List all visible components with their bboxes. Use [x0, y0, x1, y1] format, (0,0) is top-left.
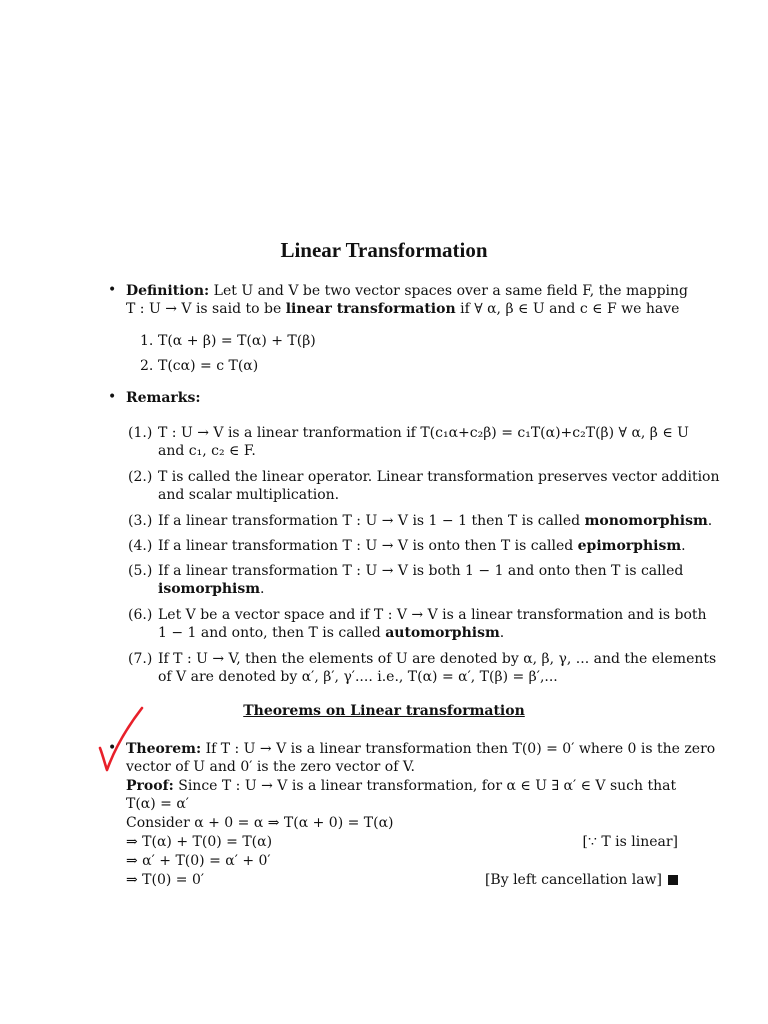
theorem-line-2: vector of U and 0′ is the zero vector of V.	[126, 759, 415, 775]
remark-2-number: (2.)	[128, 469, 153, 485]
definition-line-2	[126, 300, 679, 318]
remark-3	[158, 512, 712, 530]
theorem-text-1: If T : U → V is a linear transformation then T(0) = 0′ where 0 is the zero	[205, 741, 716, 757]
definition-item-1: T(α + β) = T(α) + T(β)	[158, 333, 316, 349]
remark-4-period: .	[681, 538, 686, 554]
proof-line-2: T(α) = α′	[126, 796, 189, 812]
remark-6-period: .	[499, 625, 505, 641]
proof-line-3: Consider α + 0 = α ⇒ T(α + 0) = T(α)	[126, 815, 394, 831]
remark-4-number: (4.)	[128, 538, 153, 554]
proof-line-1	[126, 777, 676, 795]
theorem-label: Theorem:	[126, 741, 202, 757]
definition-item-1-number: 1.	[140, 333, 154, 349]
definition-line-1	[126, 282, 688, 300]
remark-1-line-1: T : U → V is a linear tranformation if T(c₁α+c₂β) = c₁T(α)+c₂T(β) ∀ α, β ∈ U	[158, 425, 689, 441]
remark-3-period: .	[707, 513, 713, 529]
remark-5-line-1: If a linear transformation T : U → V is both 1 − 1 and onto then T is called	[158, 563, 684, 579]
proof-line-4: ⇒ T(α) + T(0) = T(α)	[126, 834, 273, 850]
definition-label: Definition:	[126, 283, 210, 299]
definition-item-2-number: 2.	[140, 358, 154, 374]
remark-3-number: (3.)	[128, 513, 153, 529]
proof-line-6: ⇒ T(0) = 0′	[126, 872, 205, 888]
remarks-label: Remarks:	[126, 390, 201, 406]
proof-reason-text: [By left cancellation law]	[484, 872, 662, 888]
definition-term: linear transformation	[285, 301, 456, 317]
remark-5-term: isomorphism	[158, 581, 261, 597]
remark-3-term: monomorphism	[584, 513, 708, 529]
bullet: •	[108, 389, 117, 405]
definition-text-1: Let U and V be two vector spaces over a same field F, the mapping	[213, 283, 689, 299]
definition-text-2a: T : U → V is said to be	[126, 301, 282, 317]
remark-6-line-1: Let V be a vector space and if T : V → V is a linear transformation and is both	[158, 607, 707, 623]
remark-7-line-1: If T : U → V, then the elements of U are denoted by α, β, γ, ... and the elements	[158, 651, 717, 667]
definition-item-2: T(cα) = c T(α)	[158, 358, 259, 374]
bullet: •	[108, 740, 117, 756]
remarks-heading	[126, 389, 201, 407]
qed-square-icon	[668, 875, 678, 885]
remark-2-line-2: and scalar multiplication.	[158, 487, 340, 503]
proof-reason-cancellation	[485, 871, 678, 889]
proof-reason-linear: [∵ T is linear]	[582, 834, 678, 850]
remark-5-line-2	[158, 580, 265, 598]
remark-6-number: (6.)	[128, 607, 153, 623]
remark-6-text: 1 − 1 and onto, then T is called	[158, 625, 381, 641]
theorem-line-1	[126, 740, 715, 758]
proof-text-1: Since T : U → V is a linear transformation, for α ∈ U ∃ α′ ∈ V such that	[178, 778, 677, 794]
definition-text-2b: if ∀ α, β ∈ U and c ∈ F we have	[460, 301, 680, 317]
remark-7-number: (7.)	[128, 651, 153, 667]
remark-3-text: If a linear transformation T : U → V is 1 − 1 then T is called	[158, 513, 581, 529]
remark-4-text: If a linear transformation T : U → V is onto then T is called	[158, 538, 574, 554]
remark-7-line-2: of V are denoted by α′, β′, γ′.... i.e., T(α) = α′, T(β) = β′,...	[158, 669, 558, 685]
remark-4-term: epimorphism	[577, 538, 682, 554]
remark-5-number: (5.)	[128, 563, 153, 579]
remark-6-term: automorphism	[385, 625, 500, 641]
remark-4	[158, 537, 686, 555]
proof-label: Proof:	[126, 778, 174, 794]
remark-1-line-2: and c₁, c₂ ∈ F.	[158, 443, 256, 459]
remark-6-line-2	[158, 624, 504, 642]
remark-1-number: (1.)	[128, 425, 153, 441]
section-heading: Theorems on Linear transformation	[243, 703, 525, 719]
page-title: Linear Transformation	[280, 238, 488, 262]
proof-line-5: ⇒ α′ + T(0) = α′ + 0′	[126, 853, 271, 869]
remark-5-period: .	[260, 581, 265, 597]
bullet: •	[108, 282, 117, 298]
remark-2-line-1: T is called the linear operator. Linear transformation preserves vector addition	[158, 469, 720, 485]
